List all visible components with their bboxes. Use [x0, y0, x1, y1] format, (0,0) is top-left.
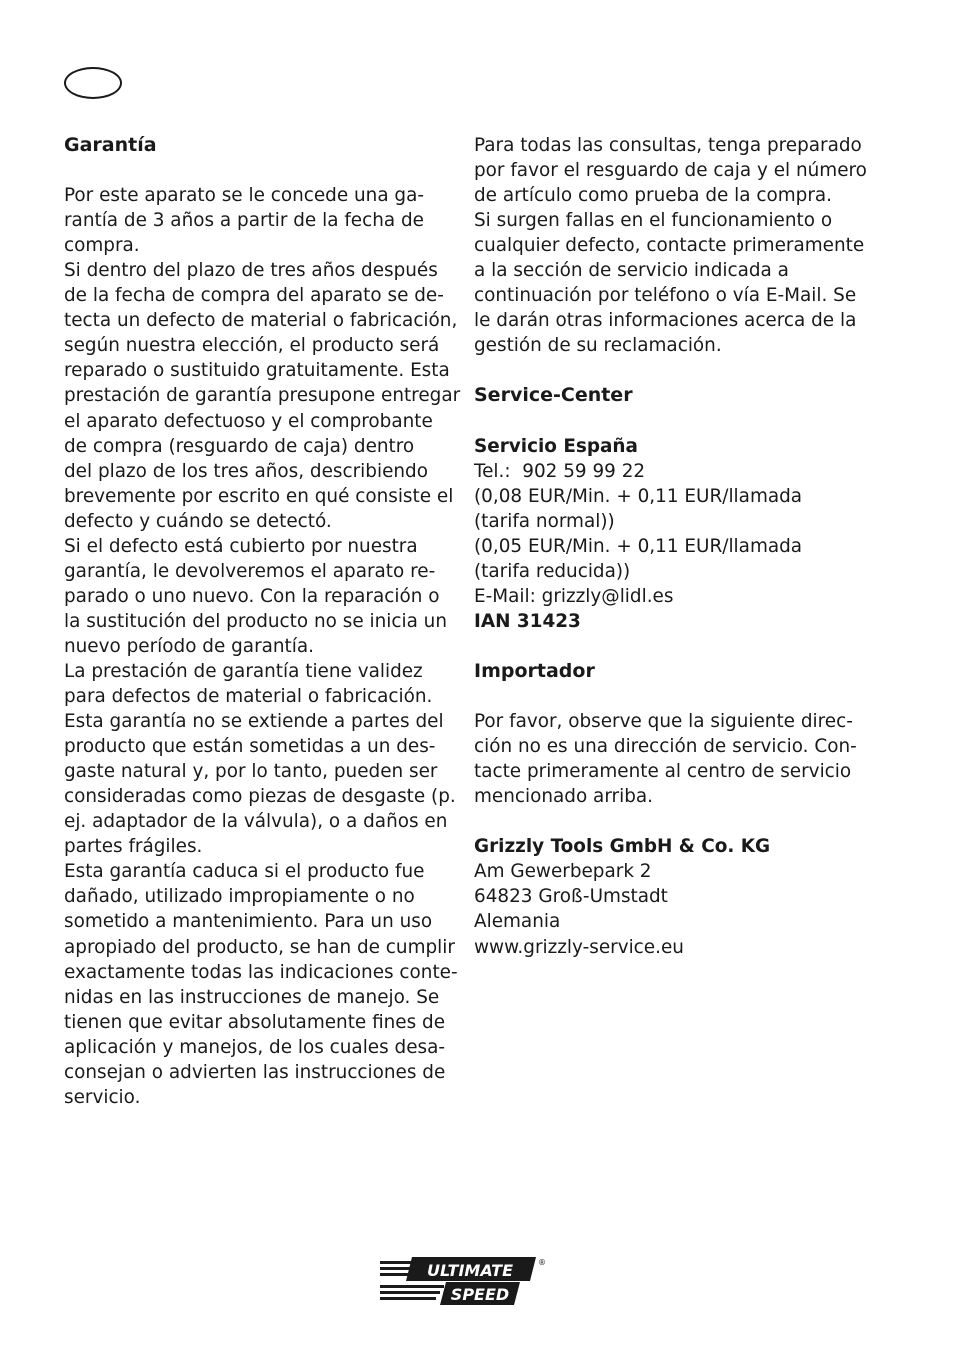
service-column [474, 133, 874, 960]
text-line: gestión de su reclamación. [474, 335, 722, 357]
address-line: Alemania [474, 911, 561, 933]
company-name: Grizzly Tools GmbH & Co. KG [474, 836, 771, 858]
contact-line: (tarifa reducida)) [474, 560, 631, 582]
service-country: Servicio España [474, 435, 638, 457]
text-line: tienen que evitar absolutamente fines de [64, 1011, 446, 1033]
text-line: según nuestra elección, el producto será [64, 335, 440, 357]
contact-line: Tel.: 902 59 99 22 [474, 460, 646, 482]
service-contact-lines [474, 459, 874, 609]
text-line: de compra (resguardo de caja) dentro [64, 435, 415, 457]
text-line: servicio. [64, 1086, 141, 1108]
text-line: para defectos de material o fabricación. [64, 686, 433, 708]
text-line: partes frágiles. [64, 836, 203, 858]
text-line: Si el defecto está cubierto por nuestra [64, 535, 418, 557]
contact-line: (0,08 EUR/Min. + 0,11 EUR/llamada [474, 485, 803, 507]
text-line: cualquier defecto, contacte primeramente [474, 235, 865, 257]
text-line: apropiado del producto, se han de cumplir [64, 936, 455, 958]
text-line: Esta garantía caduca si el producto fue [64, 861, 425, 883]
text-line: la sustitución del producto no se inicia un [64, 610, 447, 632]
text-line: consejan o advierten las instrucciones de [64, 1061, 446, 1083]
text-line: garantía, le devolveremos el aparato re- [64, 560, 436, 582]
text-line: brevemente por escrito en qué consiste el [64, 485, 454, 507]
text-line: Para todas las consultas, tenga preparado [474, 135, 862, 156]
text-line: del plazo de los tres años, describiendo [64, 460, 428, 482]
text-line: Por favor, observe que la siguiente direc- [474, 711, 853, 733]
text-line: ej. adaptador de la válvula), o a daños en [64, 811, 448, 833]
importer-note [474, 709, 874, 809]
text-line: por favor el resguardo de caja y el número [474, 160, 867, 182]
address-line: www.grizzly-service.eu [474, 936, 684, 958]
ultimate-speed-logo [378, 1255, 544, 1307]
logo-registered: ® [538, 1258, 546, 1267]
address-line: 64823 Groß-Umstadt [474, 886, 668, 908]
text-line: Si surgen fallas en el funcionamiento o [474, 210, 833, 232]
text-line: compra. [64, 235, 140, 257]
text-line: le darán otras informaciones acerca de la [474, 310, 857, 332]
text-line: exactamente todas las indicaciones conte- [64, 961, 458, 983]
text-line: Si dentro del plazo de tres años después [64, 260, 438, 282]
text-line: parado o uno nuevo. Con la reparación o [64, 585, 440, 607]
text-line: Esta garantía no se extiende a partes del [64, 711, 444, 733]
logo-line1: ULTIMATE [426, 1261, 514, 1280]
address-line: Am Gewerbepark 2 [474, 861, 652, 883]
warranty-text [64, 183, 461, 1110]
text-line: sometido a mantenimiento. Para un uso [64, 911, 433, 933]
text-line: rantía de 3 años a partir de la fecha de [64, 210, 424, 232]
contact-line: E-Mail: grizzly@lidl.es [474, 585, 674, 607]
service-intro-text [474, 133, 874, 358]
text-line: prestación de garantía presupone entregar [64, 385, 461, 407]
text-line: defecto y cuándo se detectó. [64, 510, 332, 532]
service-center-heading: Service-Center [474, 384, 633, 407]
text-line: Por este aparato se le concede una ga- [64, 185, 425, 207]
text-line: nidas en las instrucciones de manejo. Se [64, 986, 440, 1008]
text-line: aplicación y manejos, de los cuales desa- [64, 1036, 446, 1058]
ian-number: IAN 31423 [474, 610, 581, 632]
text-line: tecta un defecto de material o fabricación, [64, 310, 458, 332]
text-line: continuación por teléfono o vía E-Mail. Se [474, 285, 857, 307]
contact-line: (tarifa normal)) [474, 510, 615, 532]
warranty-heading: Garantía [64, 134, 157, 156]
text-line: dañado, utilizado impropiamente o no [64, 886, 415, 908]
text-line: a la sección de servicio indicada a [474, 260, 789, 282]
language-badge [64, 67, 122, 99]
text-line: el aparato defectuoso y el comprobante [64, 410, 433, 432]
text-line: nuevo período de garantía. [64, 635, 314, 657]
importer-heading: Importador [474, 659, 595, 682]
text-line: consideradas como piezas de desgaste (p. [64, 786, 456, 808]
text-line: gaste natural y, por lo tanto, pueden ser [64, 761, 438, 783]
contact-line: (0,05 EUR/Min. + 0,11 EUR/llamada [474, 535, 803, 557]
text-line: reparado o sustituido gratuitamente. Esta [64, 360, 450, 382]
warranty-column [64, 133, 461, 1110]
text-line: producto que están sometidas a un des- [64, 736, 436, 758]
text-line: ción no es una dirección de servicio. Con- [474, 736, 857, 758]
logo-line2: SPEED [450, 1285, 510, 1304]
text-line: mencionado arriba. [474, 786, 654, 808]
text-line: La prestación de garantía tiene validez [64, 660, 423, 682]
company-address [474, 859, 874, 959]
text-line: de la fecha de compra del aparato se de- [64, 285, 444, 307]
text-line: de artículo como prueba de la compra. [474, 185, 833, 207]
text-line: tacte primeramente al centro de servicio [474, 761, 852, 783]
